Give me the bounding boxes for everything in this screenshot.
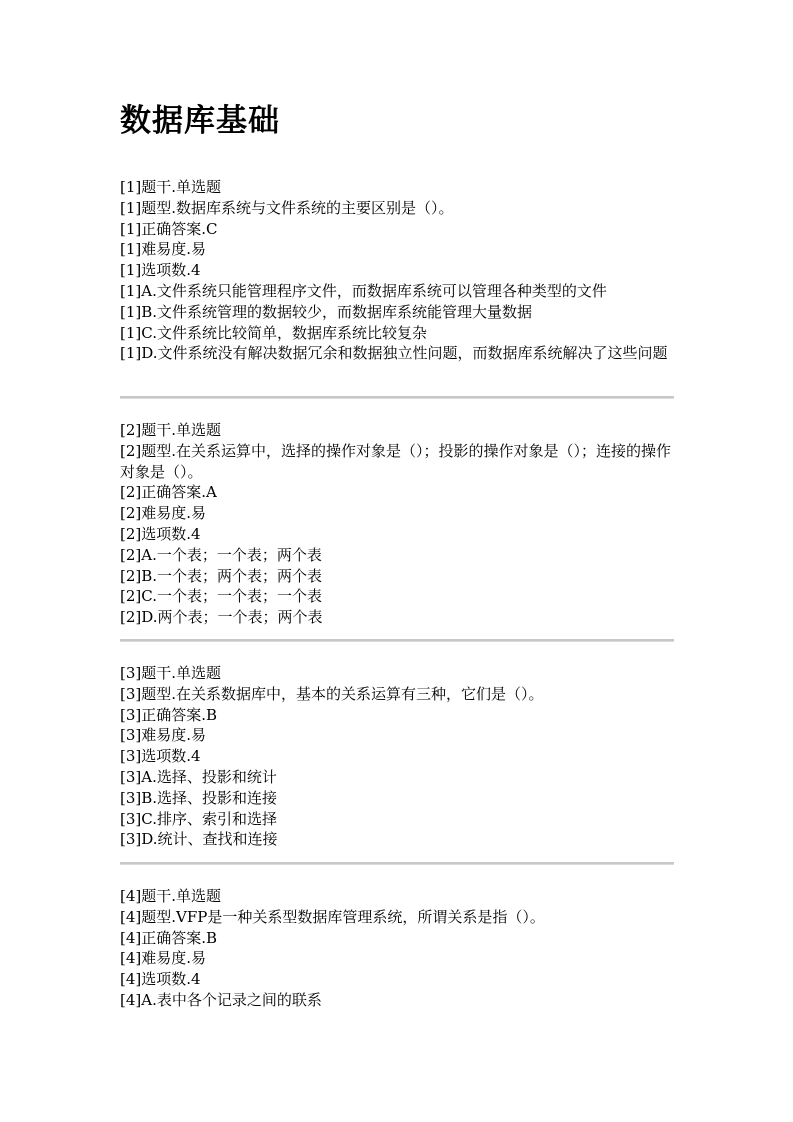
option-d: [3]D.统计、查找和连接	[120, 830, 278, 849]
question-block-3	[120, 663, 675, 850]
question-stem-type: [2]题干.单选题	[120, 421, 222, 439]
correct-answer: [1]正确答案.C	[120, 219, 218, 238]
option-count: [4]选项数.4	[120, 970, 201, 989]
question-stem-type: [1]题干.单选题	[120, 178, 222, 196]
question-block-1	[120, 177, 675, 364]
option-d: [2]D.两个表；一个表；两个表	[120, 608, 323, 627]
option-count: [1]选项数.4	[120, 261, 201, 280]
option-b: [2]B.一个表；两个表；两个表	[120, 566, 323, 585]
question-divider	[120, 396, 674, 399]
option-c: [3]C.排序、索引和选择	[120, 809, 277, 828]
option-b: [3]B.选择、投影和连接	[120, 788, 278, 807]
difficulty: [2]难易度.易	[120, 504, 207, 523]
question-stem-type: [4]题干.单选题	[120, 887, 222, 905]
option-c: [1]C.文件系统比较简单，数据库系统比较复杂	[120, 323, 427, 342]
question-divider	[120, 639, 674, 642]
difficulty: [4]难易度.易	[120, 949, 207, 968]
option-a: [4]A.表中各个记录之间的联系	[120, 990, 322, 1009]
option-c: [2]C.一个表；一个表；一个表	[120, 587, 322, 606]
question-text: [4]题型.VFP是一种关系型数据库管理系统，所谓关系是指（）。	[120, 907, 545, 926]
question-block-2	[120, 420, 675, 628]
question-text: [3]题型.在关系数据库中，基本的关系运算有三种，它们是（）。	[120, 684, 544, 703]
question-text: [1]题型.数据库系统与文件系统的主要区别是（）。	[120, 198, 454, 217]
option-d: [1]D.文件系统没有解决数据冗余和数据独立性问题，而数据库系统解决了这些问题	[120, 344, 668, 363]
option-count: [3]选项数.4	[120, 747, 201, 766]
page-title: 数据库基础	[120, 103, 280, 139]
question-divider	[120, 862, 674, 865]
option-b: [1]B.文件系统管理的数据较少，而数据库系统能管理大量数据	[120, 302, 533, 321]
question-block-4	[120, 886, 675, 1011]
difficulty: [1]难易度.易	[120, 240, 207, 259]
option-a: [1]A.文件系统只能管理程序文件，而数据库系统可以管理各种类型的文件	[120, 281, 607, 300]
correct-answer: [2]正确答案.A	[120, 483, 217, 502]
option-a: [2]A.一个表；一个表；两个表	[120, 545, 322, 564]
option-a: [3]A.选择、投影和统计	[120, 767, 277, 786]
question-text: [2]题型.在关系运算中，选择的操作对象是（）；投影的操作对象是（）；连接的操作对象是（）。	[120, 441, 672, 481]
correct-answer: [4]正确答案.B	[120, 928, 218, 947]
difficulty: [3]难易度.易	[120, 726, 207, 745]
question-stem-type: [3]题干.单选题	[120, 664, 222, 682]
correct-answer: [3]正确答案.B	[120, 705, 218, 724]
option-count: [2]选项数.4	[120, 524, 201, 543]
